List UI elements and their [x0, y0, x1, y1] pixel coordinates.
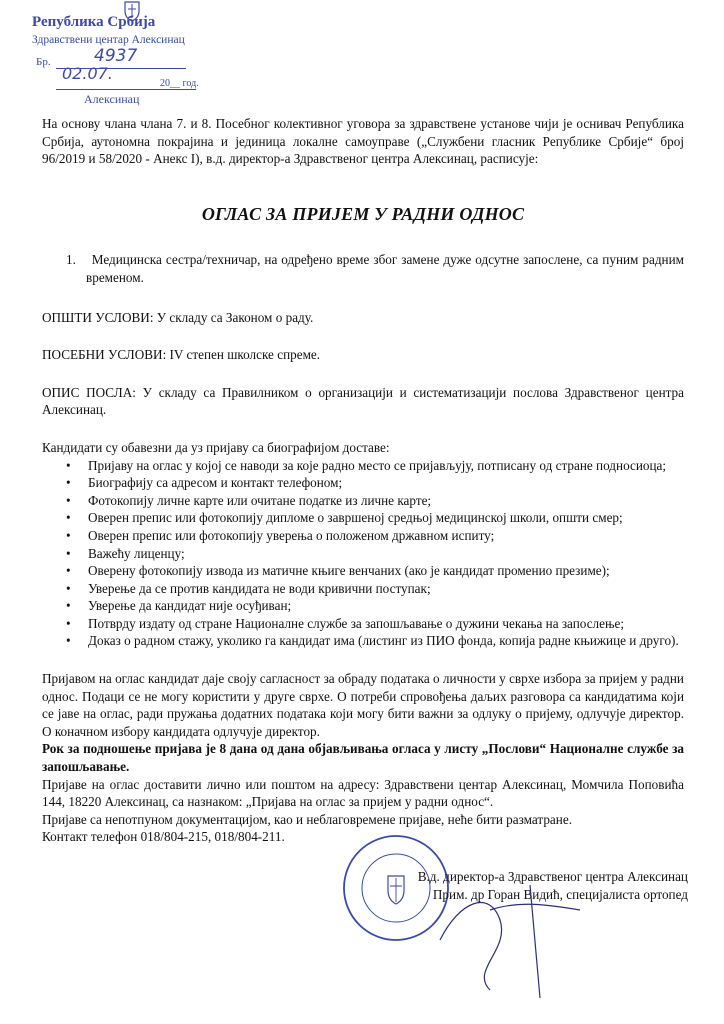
- bullet-icon: •: [66, 615, 71, 631]
- stamp-city: Алексинац: [84, 92, 140, 106]
- stamp-number-label: Бр.: [36, 56, 51, 68]
- list-item: [42, 597, 684, 615]
- requirements-intro: Кандидати су обавезни да уз пријаву са биографијом доставе:: [42, 439, 390, 455]
- contact-paragraph: Контакт телефон 018/804-215, 018/804-211.: [42, 829, 285, 845]
- special-conditions: ПОСЕБНИ УСЛОВИ: IV степен школске спреме.: [42, 347, 321, 363]
- page-title: ОГЛАС ЗА ПРИЈЕМ У РАДНИ ОДНОС: [201, 203, 525, 224]
- list-item-text: Фотокопију личне карте или очитане податке из личне карте;: [88, 492, 432, 508]
- position-text: Медицинска сестра/техничар, на одређено време због замене дуже одсутне запослене, са пуним радним временом.: [86, 252, 684, 285]
- stamp-date: 02.07.: [62, 64, 113, 83]
- list-item-text: Уверење да се против кандидата не води кривични поступак;: [88, 580, 431, 596]
- stamp-institution: Здравствени центар Алексинац: [32, 34, 185, 46]
- list-item: [42, 527, 684, 545]
- general-conditions: ОПШТИ УСЛОВИ: У складу са Законом о раду.: [42, 309, 314, 325]
- bullet-icon: •: [66, 580, 71, 596]
- deadline-paragraph: Рок за подношење пријава је 8 дана од дана објављивања огласа у листу „Послови“ Националне службе за запошљавање.: [42, 741, 684, 775]
- document-body: [42, 115, 684, 846]
- position-number: 1.: [66, 252, 76, 268]
- bullet-icon: •: [66, 475, 71, 491]
- stamp-number: 4937: [94, 46, 138, 66]
- bullet-icon: •: [66, 527, 71, 543]
- list-item-text: Пријаву на оглас у којој се наводи за које радно место се пријављују, потписану од стране подносиоца;: [88, 457, 667, 473]
- consent-paragraph: Пријавом на оглас кандидат даје своју сагласност за обраду података о личности у сврхе избора за пријем у радни однос. Подаци се не могу користити у друге сврхе. О потреби спровођења даљих разговора са кандидатима који се јаве на оглас, ради пружања додатних података који могу бити важни за одлуку о пријему, одлучује директор. О коначном избору кандидата одлучује директор.: [42, 671, 684, 739]
- list-item: [42, 509, 684, 527]
- position-item: [42, 251, 684, 286]
- list-item-text: Потврду издату од стране Националне службе за запошљавање о дужини чекања на запослење;: [88, 615, 625, 631]
- list-item: [42, 457, 684, 475]
- list-item-text: Доказ о радном стажу, уколико га кандидат има (листинг из ПИО фонда, копија радне књижице и друго).: [88, 633, 679, 649]
- list-item: [42, 562, 684, 580]
- list-item: [42, 474, 684, 492]
- signature-title: В.д. директор-а Здравственог центра Алексинац: [417, 869, 688, 884]
- list-item-text: Уверење да кандидат није осуђиван;: [88, 598, 292, 614]
- stamp-rule: [56, 89, 196, 90]
- signature-name: Прим. др Горан Видић, специјалиста ортопед: [432, 886, 688, 902]
- list-item-text: Важећу лиценцу;: [88, 545, 185, 561]
- job-description: ОПИС ПОСЛА: У складу са Правилником о организацији и систематизацији послова Здравственог центра Алексинац.: [42, 384, 684, 418]
- list-item: [42, 632, 684, 650]
- list-item: [42, 615, 684, 633]
- list-item-text: Биографију са адресом и контакт телефоном;: [88, 475, 343, 491]
- incomplete-paragraph: Пријаве са непотпуном документацијом, као и неблаговремене пријаве, неће бити разматране.: [42, 811, 572, 827]
- registration-stamp: [22, 0, 212, 112]
- intro-paragraph: На основу члана члана 7. и 8. Посебног колективног уговора за здравствене установе чији је оснивач Република Србија, аутономна покрајина и јединица локалне самоуправе („Службени гласник Републике Србије“ број 96/2019 и 58/2020 - Анекс I), в.д. директор-а Здравственог центра Алексинац, расписује:: [42, 116, 684, 167]
- requirements-list: [42, 457, 684, 651]
- handwritten-signature: [430, 880, 600, 1000]
- bullet-icon: •: [66, 545, 71, 561]
- bullet-icon: •: [66, 492, 71, 508]
- bullet-icon: •: [66, 457, 71, 473]
- stamp-year: 20__ год.: [160, 78, 199, 89]
- list-item: [42, 492, 684, 510]
- submission-paragraph: Пријаве на оглас доставити лично или поштом на адресу: Здравствени центар Алексинац, Момчила Поповића 144, 18220 Алексинац, са назнаком: „Пријава на оглас за пријем у радни однос“.: [42, 776, 684, 810]
- bullet-icon: •: [66, 598, 71, 614]
- stamp-republic: Република Србија: [32, 14, 156, 30]
- list-item-text: Оверен препис или фотокопију уверења о положеном државном испиту;: [88, 527, 495, 543]
- list-item-text: Оверену фотокопију извода из матичне књиге венчаних (ако је кандидат променио презиме);: [88, 563, 610, 579]
- list-item: [42, 580, 684, 598]
- bullet-icon: •: [66, 633, 71, 649]
- bullet-icon: •: [66, 563, 71, 579]
- list-item: [42, 545, 684, 563]
- list-item-text: Оверен препис или фотокопију дипломе о завршеној средњој медицинској школи, општи смер;: [88, 510, 623, 526]
- bullet-icon: •: [66, 510, 71, 526]
